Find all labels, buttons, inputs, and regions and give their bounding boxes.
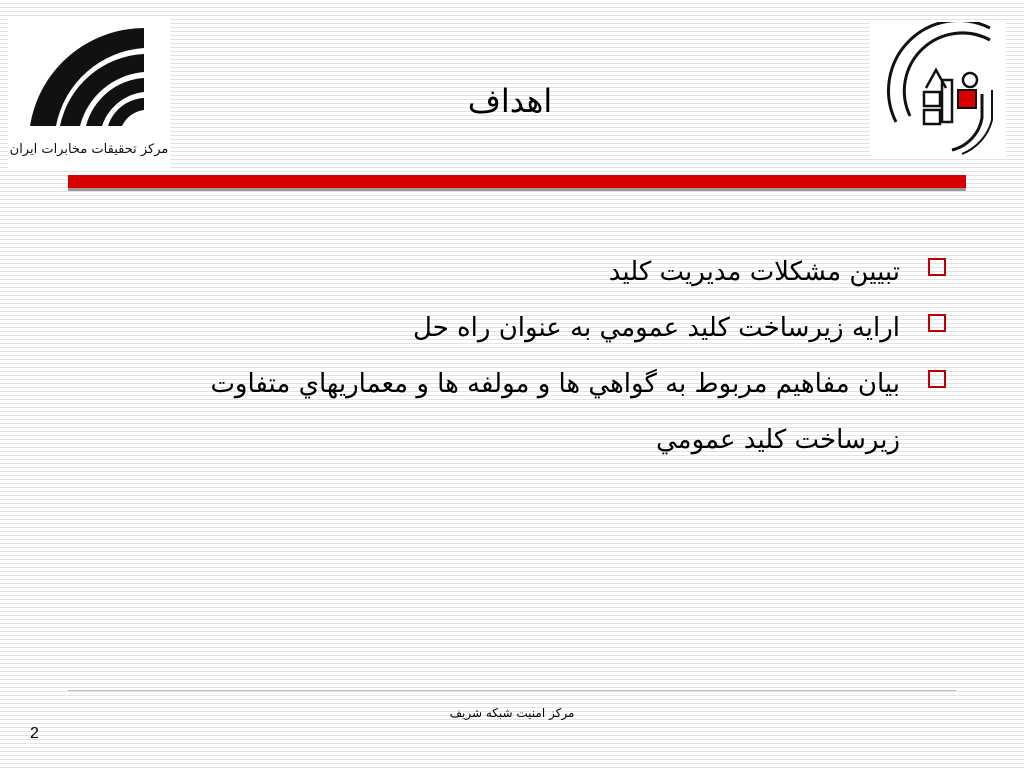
slide-title: اهداف xyxy=(467,82,553,120)
bullet-item xyxy=(140,244,952,300)
bullet-text: ارايه زيرساخت کليد عمومي به عنوان راه حل xyxy=(413,313,900,343)
title-underline-bar xyxy=(68,175,966,188)
bullet-list xyxy=(140,244,952,468)
left-logo xyxy=(8,18,170,168)
footer-divider xyxy=(68,690,956,691)
hollow-square-bullet-icon xyxy=(928,258,946,276)
hollow-square-bullet-icon xyxy=(928,370,946,388)
bullet-item xyxy=(140,300,952,356)
bullet-text: تبيين مشکلات مديريت کليد xyxy=(608,257,900,287)
title-underline-shadow xyxy=(68,188,966,191)
hollow-square-bullet-icon xyxy=(928,314,946,332)
page-number: 2 xyxy=(30,725,39,742)
sharif-network-security-logo-icon xyxy=(870,22,1006,157)
bullet-item xyxy=(140,356,952,468)
footer-text: مرکز امنيت شبکه شريف xyxy=(449,706,575,720)
left-logo-caption: مرکز تحقيقات مخابرات ايران xyxy=(9,142,169,157)
wifi-signal-icon xyxy=(26,26,154,138)
right-logo xyxy=(870,22,1006,157)
bullet-text: بيان مفاهيم مربوط به گواهي ها و مولفه ها و معماريهاي متفاوت زيرساخت کليد عمومي xyxy=(210,369,900,455)
